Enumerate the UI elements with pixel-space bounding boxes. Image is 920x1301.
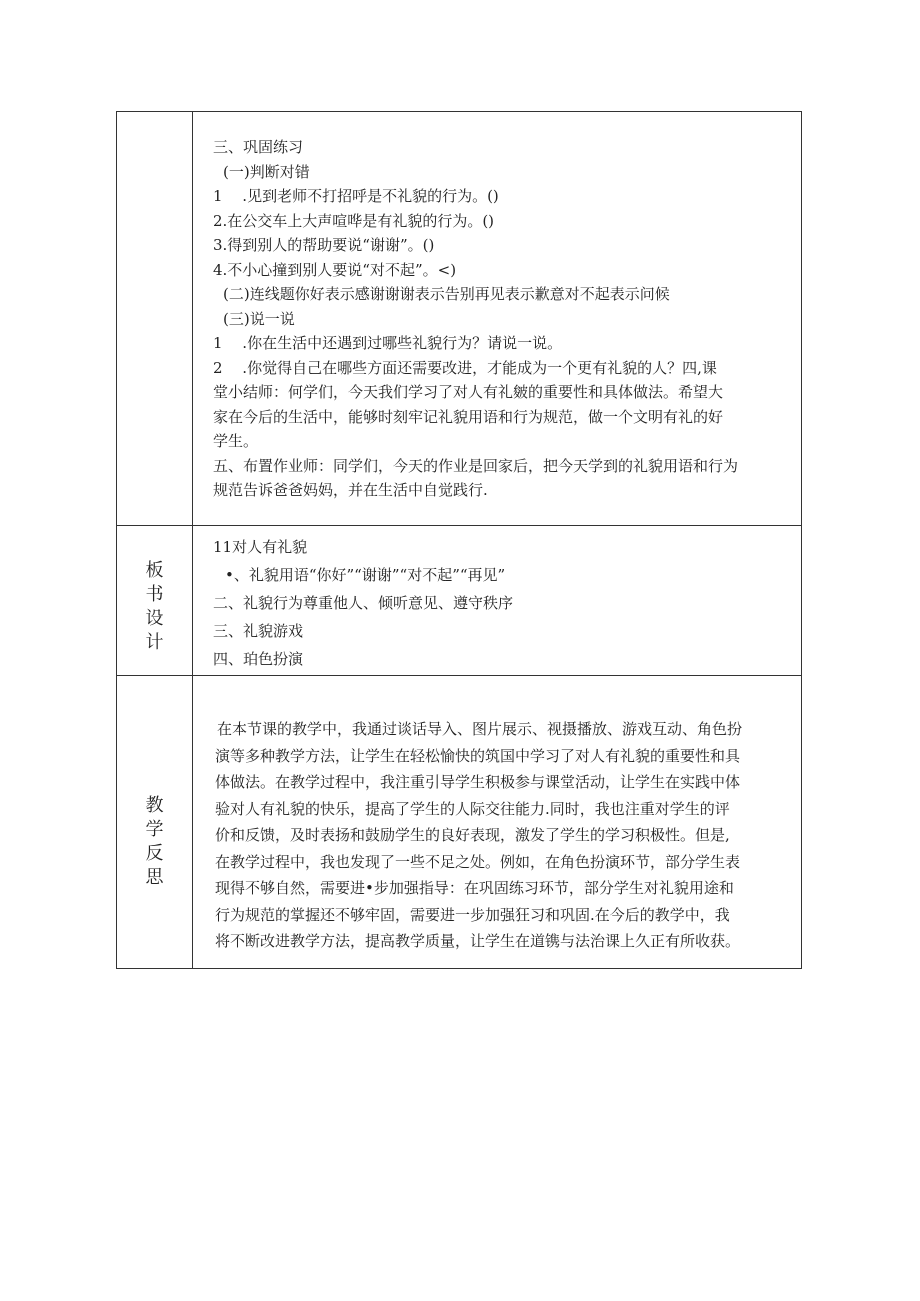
board-line: 四、珀色扮演 [213,650,304,668]
talk-item: 1 .你在生活中还遇到过哪些礼貌行为？请说一说。 [213,334,563,352]
board-design-label [117,559,192,655]
exercise-heading: 三、巩固练习 [213,138,304,156]
label-char: 书 [145,584,164,605]
reflection-line: 价和反馈，及时表扬和鼓励学生的良好表现，激发了学生的学习积极性。但是, [215,826,730,844]
row-divider [117,525,801,526]
exercise-item: 4.不小心撞到别人要说“对不起”。<) [213,260,457,279]
reflection-line: 验对人有礼貌的快乐，提高了学生的人际交往能力.同时，我也注重对学生的评 [215,799,730,818]
talk-item-line: 2 .你觉得自己在哪些方面还需要改进，才能成为一个更有礼貌的人？四,课 [213,358,717,377]
lesson-plan-table [116,111,802,969]
reflection-line: 在教学过程中，我也发现了一些不足之处。例如，在角色扮演环节，部分学生表 [215,852,741,871]
exercise-subheading-judge: (一)判断对错 [223,162,310,181]
label-char: 思 [145,867,164,888]
exercise-item: 3.得到别人的帮助要说“谢谢”。() [213,236,435,254]
reflection-line: 行为规范的掌握还不够牢固，需要进一步加强狂习和巩固.在今后的教学中，我 [215,905,730,924]
exercise-item: 2.在公交车上大声喧哗是有礼貌的行为。() [213,211,495,230]
board-line: 三、礼貌游戏 [213,622,304,640]
label-char: 反 [145,843,164,864]
label-char: 计 [145,632,164,653]
homework-line: 五、布置作业师：同学们，今天的作业是回家后，把今天学到的礼貌用语和行为 [213,456,739,475]
reflection-line: 现得不够自然，需要进•步加强指导：在巩固练习环节，部分学生对礼貌用途和 [215,879,734,897]
exercise-subheading-match: (二)连线题你好表示感谢谢谢表示告别再见表示歉意对不起表示问候 [223,285,670,303]
exercise-subheading-talk: (三)说一说 [223,309,295,328]
homework-line: 规范告诉爸爸妈妈，并在生活中自觉践行. [213,481,488,499]
exercise-item: 1 .见到老师不打招呼是不礼貌的行为。() [213,187,499,205]
column-divider [192,112,193,968]
reflection-line: 演等多种教学方法，让学生在轻松愉快的筑国中学习了对人有礼貌的重要性和具 [215,746,741,765]
talk-item-line: 家在今后的生活中，能够时刻牢记礼貌用语和行为规范，做一个文明有礼的好 [213,407,724,426]
board-design-content [213,533,791,673]
label-char: 教 [145,795,164,816]
label-char: 学 [145,819,164,840]
reflection-line: 在本节课的教学中，我通过谈话导入、图片展示、视摄播放、游戏互动、角色扮 [217,720,743,738]
row-divider [117,675,801,676]
label-char: 设 [145,608,164,629]
reflection-line: 体做法。在教学过程中，我注重引导学生积极参与课堂活动，让学生在实践中体 [215,773,741,791]
teaching-reflection-content [215,716,793,955]
exercise-section [213,135,791,503]
teaching-reflection-label [117,794,192,890]
reflection-line: 将不断改进教学方法，提高教学质量，让学生在道镌与法治课上久正有所收获。 [215,932,741,950]
board-line: •、礼貌用语“你好”“谢谢”“对不起”“再见” [225,566,506,584]
talk-item-line: 学生。 [213,432,259,450]
board-title: 11对人有礼貌 [213,538,308,556]
talk-item-line: 堂小结师：何学们，今天我们学习了对人有礼皴的重要性和具体做法。希望大 [213,383,724,401]
label-char: 板 [145,560,164,581]
board-line: 二、礼貌行为尊重他人、倾听意见、遵守秩序 [213,594,514,612]
